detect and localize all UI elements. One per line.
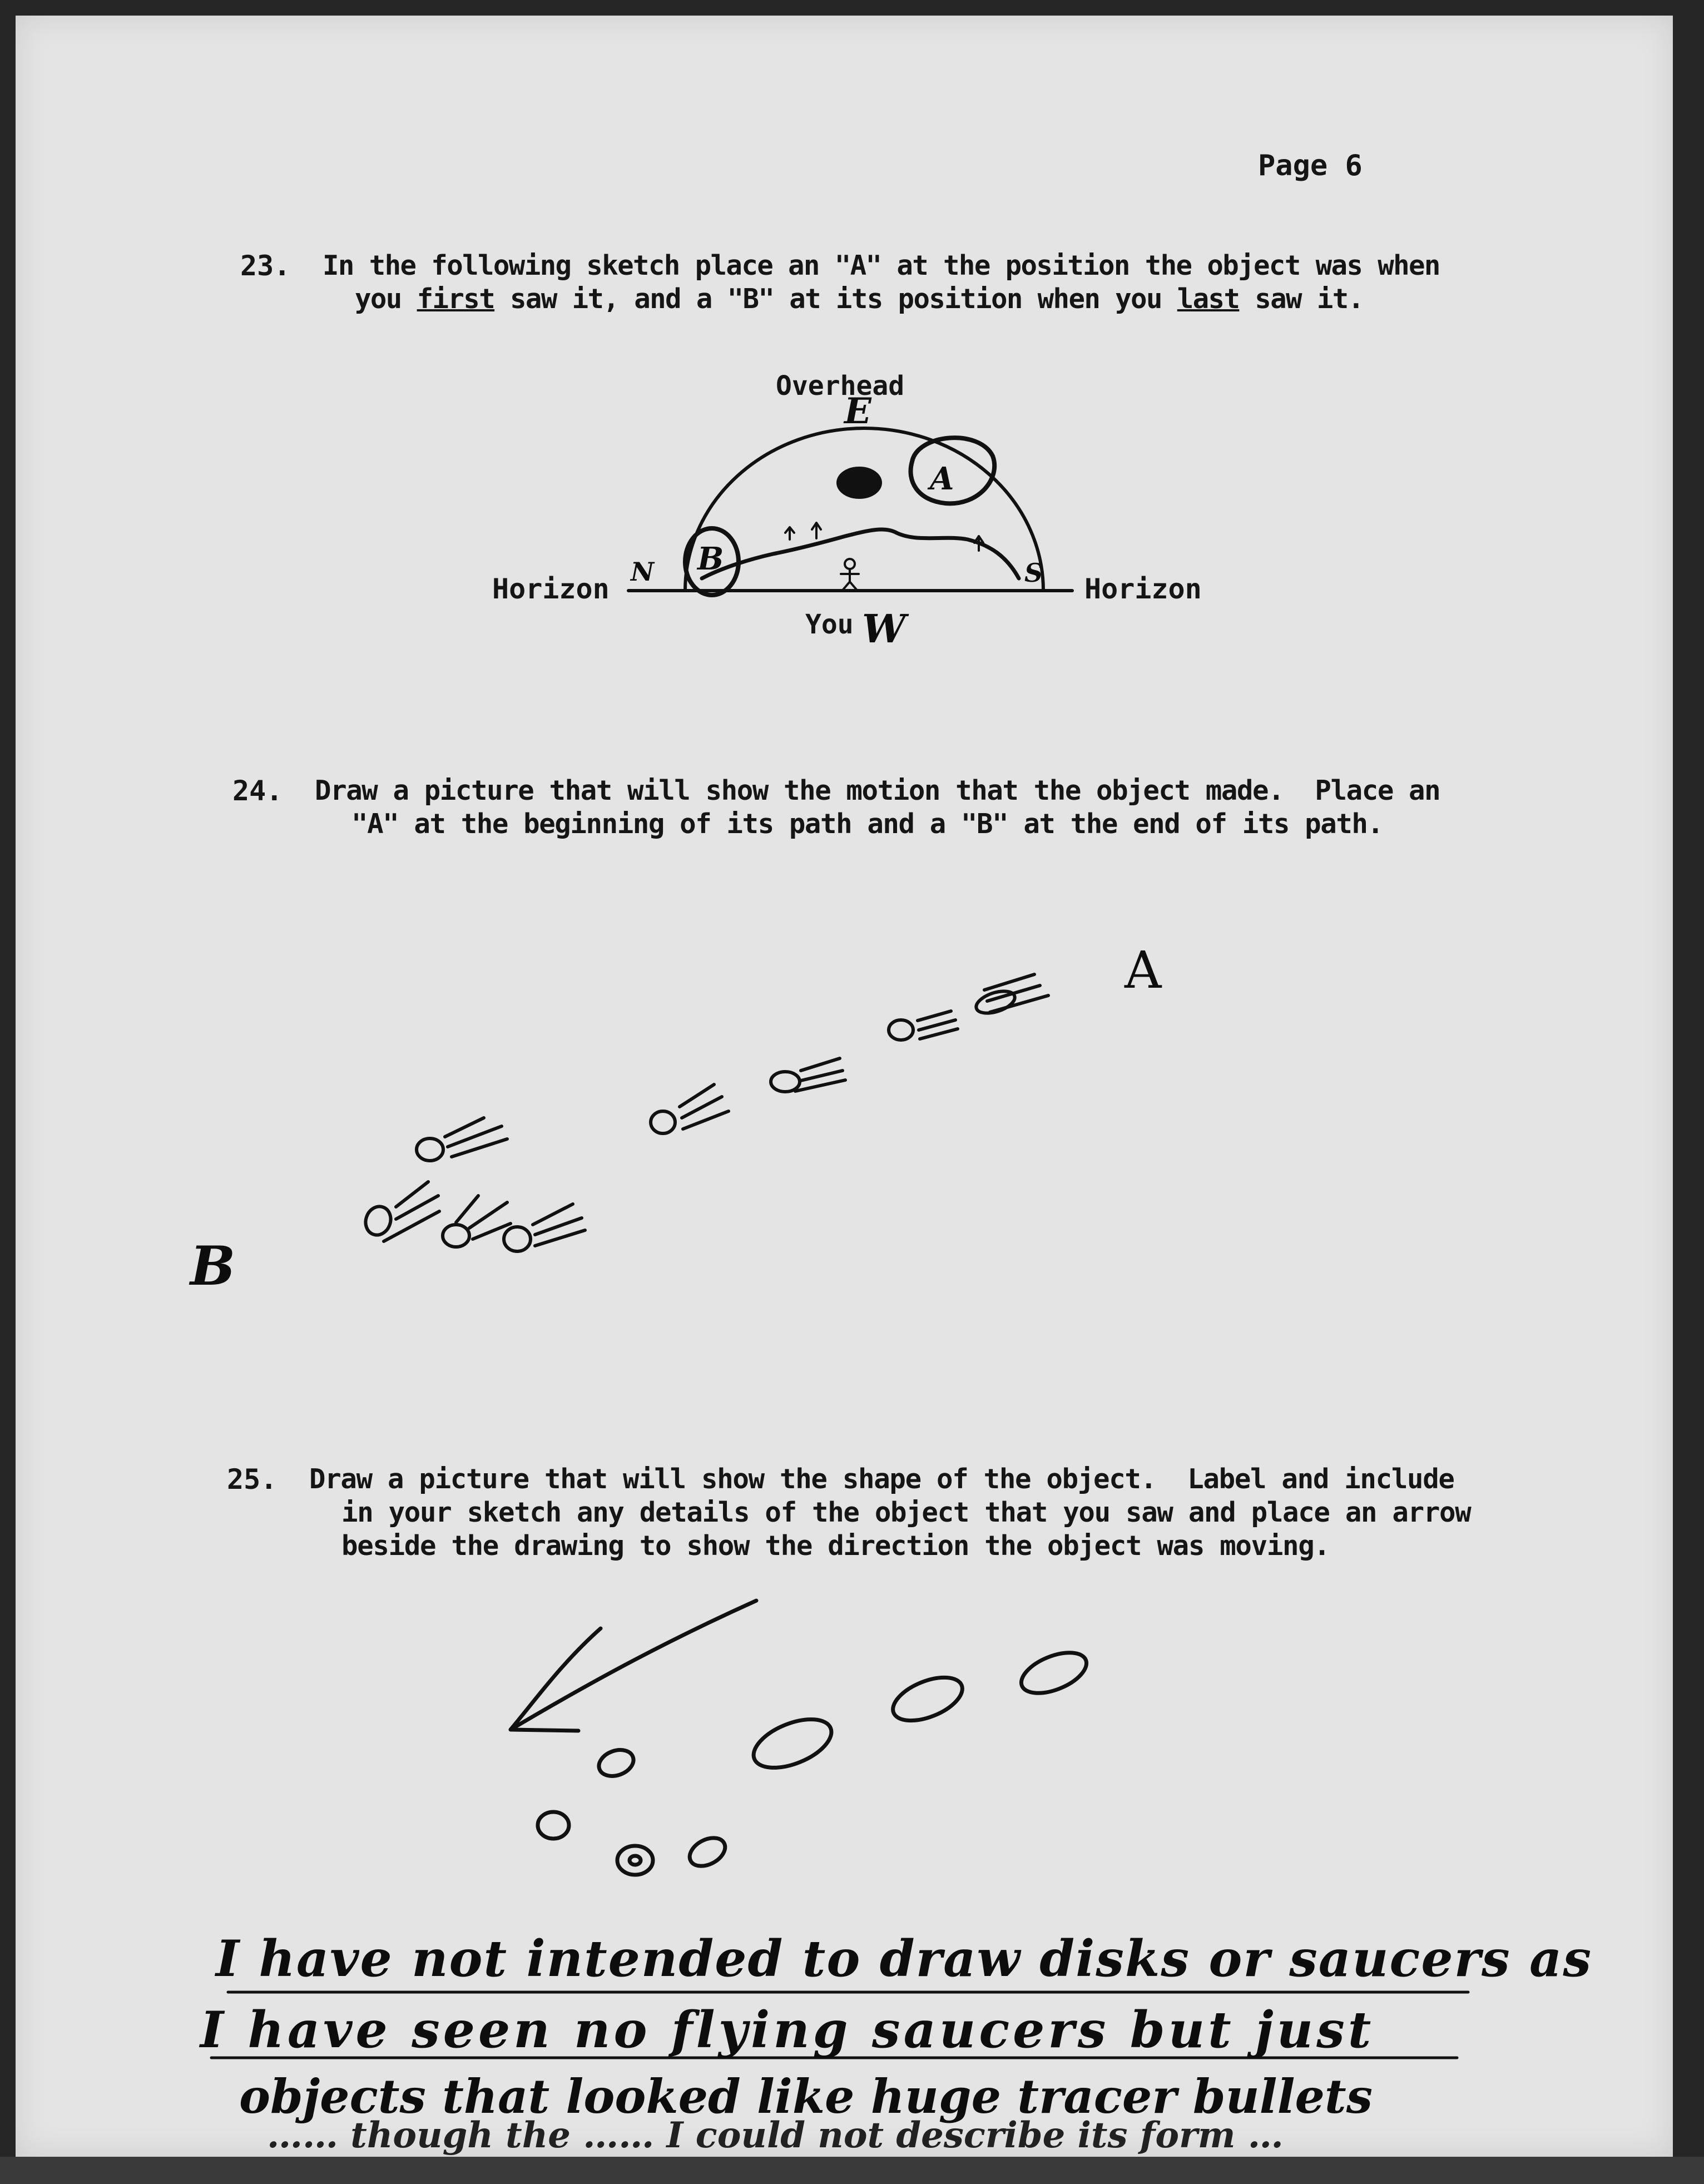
shape-object (630, 1856, 641, 1865)
q23-line-2-mid: saw it, and a "B" at its position when you (494, 283, 1177, 315)
q25-line-2: in your sketch any details of the object that you saw and place an arrow (341, 1497, 1471, 1528)
q24-line-2: "A" at the beginning of its path and a "B" at the end of its path. (351, 808, 1383, 840)
shape-object (1016, 1645, 1092, 1701)
horizon-diagram (628, 428, 1072, 595)
q23-line-2-pre: you (355, 283, 417, 315)
path-object (771, 1058, 845, 1092)
path-object (417, 1118, 507, 1161)
q25-number: 25. (227, 1463, 278, 1495)
diagram-horizon-left-label: Horizon (492, 573, 610, 605)
q23-underline-first: first (417, 283, 495, 315)
diagram-you-label: You (805, 609, 854, 640)
path-object (443, 1196, 511, 1247)
stick-figure-you (841, 559, 859, 590)
shape-object (617, 1846, 653, 1875)
motion-path-drawing (361, 974, 1048, 1251)
q24-line-1: Draw a picture that will show the motion that the object made. Place an (315, 775, 1440, 806)
q25-line-3: beside the drawing to show the direction the object was moving. (341, 1530, 1330, 1562)
object-b-circle (685, 528, 739, 595)
shape-object (685, 1833, 730, 1872)
q23-underline-last: last (1177, 283, 1240, 315)
q23-line-1: In the following sketch place an "A" at the position the object was when (323, 250, 1440, 281)
q23-number: 23. (240, 250, 291, 282)
diagram-mark-b: B (697, 541, 724, 577)
diagram-mark-north: N (631, 557, 655, 587)
shape-object (538, 1812, 569, 1839)
q24-mark-a: A (1125, 940, 1162, 1000)
path-object (651, 1084, 729, 1133)
path-object (361, 1182, 439, 1241)
shape-object (747, 1710, 838, 1777)
diagram-mark-a: A (930, 460, 954, 497)
q24-mark-b: B (190, 1235, 236, 1297)
path-object (974, 974, 1048, 1017)
q24-number: 24. (232, 775, 283, 807)
path-object (504, 1204, 585, 1251)
shape-object (595, 1745, 637, 1780)
page-number: Page 6 (1258, 149, 1363, 182)
object-shape-drawing (511, 1601, 1092, 1875)
cloud-blob (837, 467, 881, 498)
handwritten-note-line-2: I have seen no flying saucers but just (200, 2000, 1375, 2059)
diagram-mark-south: S (1024, 558, 1043, 588)
handwritten-note-line-1: I have not intended to draw disks or saucers as (216, 1929, 1593, 1988)
handwritten-note-line-3: objects that looked like huge tracer bullets (239, 2069, 1373, 2124)
q23-line-2-post: saw it. (1239, 283, 1364, 315)
hill-outline (702, 529, 1019, 578)
direction-arrow (511, 1601, 756, 1731)
diagram-mark-east: E (844, 390, 871, 432)
path-object (889, 1011, 958, 1040)
q25-line-1: Draw a picture that will show the shape of the object. Label and include (309, 1463, 1454, 1495)
shape-object (887, 1669, 968, 1730)
diagram-mark-west: W (862, 606, 906, 652)
diagram-overhead-label: Overhead (776, 370, 905, 402)
diagram-horizon-right-label: Horizon (1084, 573, 1202, 605)
handwritten-note-line-4: …… though the …… I could not describe its form … (267, 2114, 1284, 2156)
